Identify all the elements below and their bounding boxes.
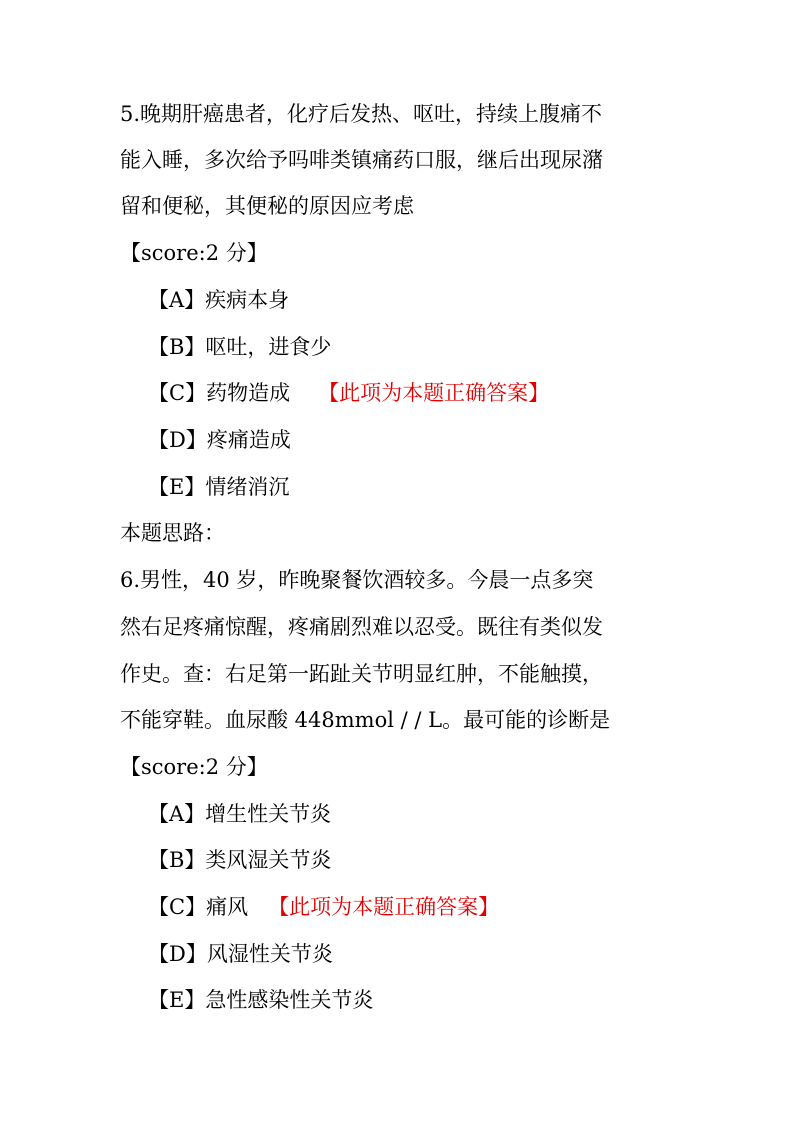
q6-option-d: 【D】风湿性关节炎 — [148, 942, 333, 966]
q6-score: 【score:2 分】 — [120, 755, 268, 779]
q5-stem-line-2: 能入睡，多次给予吗啡类镇痛药口服，继后出现尿潴 — [120, 148, 603, 172]
q6-stem-line-2: 然右足疼痛惊醒，疼痛剧烈难以忍受。既往有类似发 — [120, 615, 603, 639]
q6-correct-answer-tag: 【此项为本题正确答案】 — [268, 895, 500, 919]
q6-stem-line-4: 不能穿鞋。血尿酸 448mmol / / L。最可能的诊断是 — [120, 708, 611, 732]
q5-stem-line-3: 留和便秘，其便秘的原因应考虑 — [120, 194, 414, 218]
q6-stem-line-3: 作史。查：右足第一跖趾关节明显红肿，不能触摸， — [120, 662, 603, 686]
q5-option-e: 【E】情绪消沉 — [148, 475, 290, 499]
q5-correct-answer-tag: 【此项为本题正确答案】 — [318, 381, 550, 405]
q5-option-a: 【A】疾病本身 — [148, 288, 290, 312]
q5-score: 【score:2 分】 — [120, 241, 268, 265]
q6-option-a: 【A】增生性关节炎 — [148, 802, 332, 826]
q5-explanation-label: 本题思路： — [120, 521, 225, 545]
q6-option-c-row — [148, 893, 499, 921]
q5-option-b: 【B】呕吐，进食少 — [148, 335, 332, 359]
q6-stem-line-1: 6.男性，40 岁，昨晚聚餐饮酒较多。今晨一点多突 — [120, 568, 594, 592]
q5-stem-line-1: 5.晚期肝癌患者，化疗后发热、呕吐，持续上腹痛不 — [120, 102, 603, 126]
q6-option-c: 【C】痛风 — [148, 895, 249, 919]
q5-option-d: 【D】疼痛造成 — [148, 428, 291, 452]
q6-option-b: 【B】类风湿关节炎 — [148, 848, 332, 872]
q5-option-c-row — [148, 379, 549, 407]
q6-option-e: 【E】急性感染性关节炎 — [148, 988, 374, 1012]
q5-option-c: 【C】药物造成 — [148, 381, 291, 405]
